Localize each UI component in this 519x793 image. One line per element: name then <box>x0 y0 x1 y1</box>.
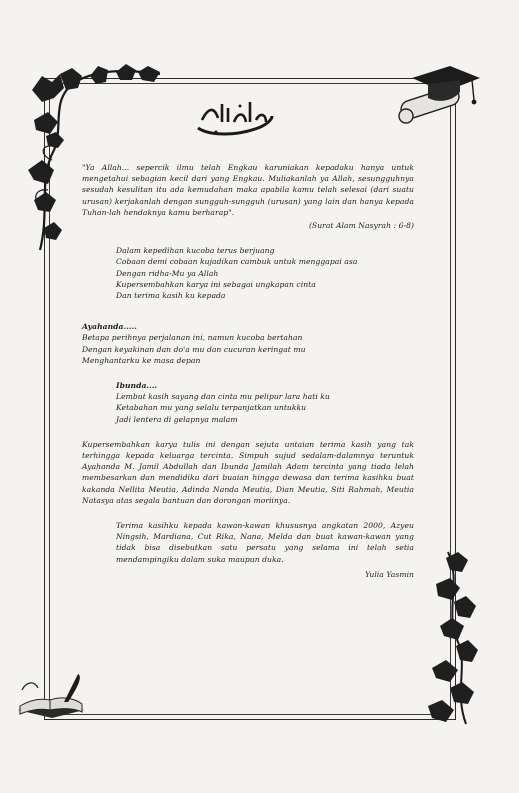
poem-stanza <box>82 245 414 301</box>
ayah-line: Menghantarku ke masa depan <box>82 355 201 365</box>
open-book-quill-icon <box>12 670 92 720</box>
poem-line: Dalam kepedihan kucoba terus berjuang <box>116 246 275 256</box>
ibu-line: Ketabahan mu yang selalu terpanjatkan untukku <box>116 403 307 413</box>
poem-line: Kupersembahkan karya ini sebagai ungkapan cinta <box>116 279 316 289</box>
graduation-cap-icon <box>394 64 484 130</box>
ayah-stanza <box>82 321 414 366</box>
ayah-line: Dengan keyakinan dan do'a mu dan cucuran keringat mu <box>82 344 306 354</box>
ibu-heading: Ibunda.... <box>116 381 158 391</box>
ibu-line: Jadi lentera di gelapnya malam <box>116 414 238 424</box>
quote-source: (Surat Alam Nasyrah : 6-8) <box>308 221 414 231</box>
dedication-text <box>82 162 414 580</box>
ibu-line: Lembut kasih sayang dan cinta mu pelipur lara hati ku <box>116 392 330 402</box>
poem-line: Cobaan demi cobaan kujadikan cambuk untuk menggapai asa <box>116 257 358 267</box>
quote-text: "Ya Allah... sepercik ilmu telah Engkau karuniakan kepadaku hanya untuk mengetahui sebagian kecil dari yang Engkau. Muliakanlah ya Allah, sesungguhnya sesudah kesulitan itu ada kemudahan maka apabila kamu telah selesai (dari suatu urusan) kerjakanlah dengan sungguh-sungguh (urusan) yang lain dan hanya kepada Tuhan-lah hendaknya kamu berharap". <box>82 163 414 217</box>
signature: Yulia Yasmin <box>364 569 414 579</box>
ayah-heading: Ayahanda..... <box>82 322 137 332</box>
ayah-line: Betapa perihnya perjalanan ini, namun kucoba bertahan <box>82 333 303 343</box>
calligraphy-ornament <box>196 98 274 138</box>
thanks-paragraph: Terima kasihku kepada kawan-kawan khususnya angkatan 2000, Azyeu Ningsih, Mardiana, Cut Rika, Nana, Melda dan buat kawan-kawan yang tidak bisa disebutkan satu persatu yang selama ini telah setia mendampingiku dalam suka maupun duka. <box>116 521 414 564</box>
poem-line: Dengan ridha-Mu ya Allah <box>116 268 219 278</box>
poem-line: Dan terima kasih ku kepada <box>116 291 226 301</box>
ibu-stanza <box>82 380 414 425</box>
dedication-paragraph: Kupersembahkan karya tulis ini dengan sejuta untaian terima kasih yang tak terhingga kepada keluarga tercinta. Simpuh sujud sedalam-dalamnya teruntuk Ayahanda M. Jamil Abdullah dan Ibunda Jamilah Adam tercinta yang tiada lelah membesarkan dan mendidiku dari buaian hingga dewasa dan terima kasihku buat kakanda Nellita Meutia, Adinda Nanda Meutia, Dian Meutia, Siti Rahmah, Meutia Natasya atas segala bantuan dan dorongan moriinya. <box>82 439 414 505</box>
ivy-vine-right-icon <box>418 548 488 728</box>
